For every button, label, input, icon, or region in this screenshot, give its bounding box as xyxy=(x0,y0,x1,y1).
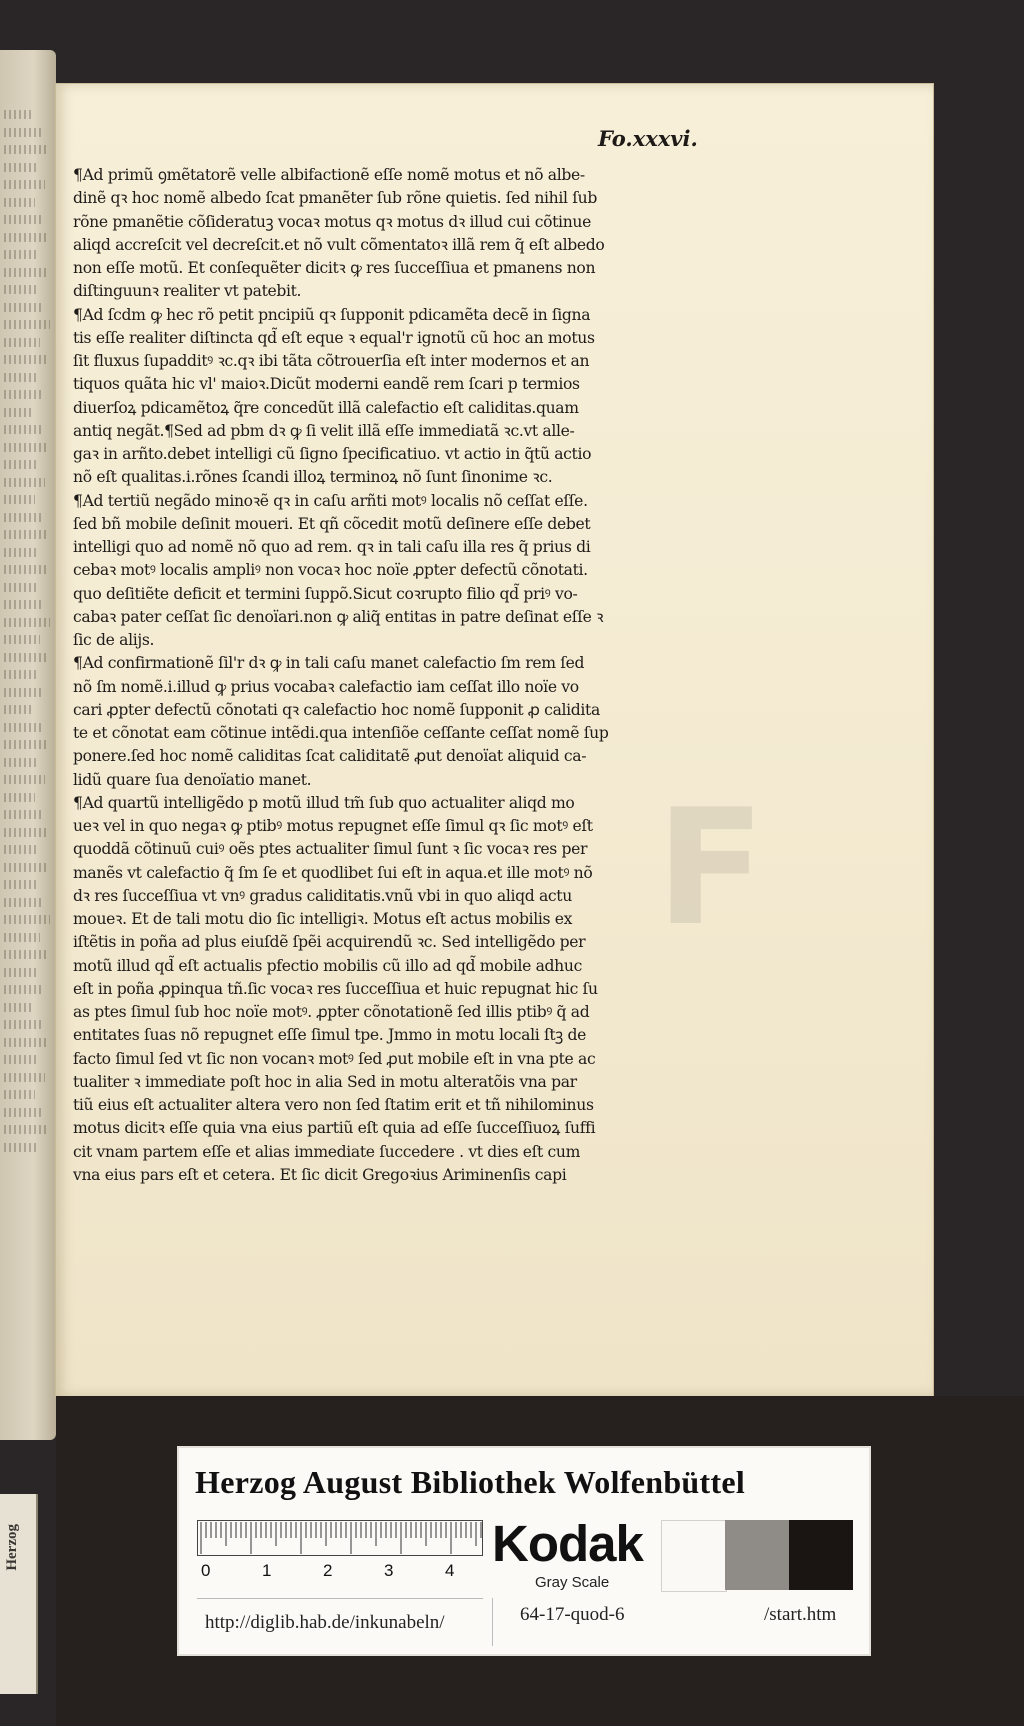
text-line: tiũ eius eſt actualiter altera vero non ſed ſtatim erit et tñ nihilominus xyxy=(73,1096,594,1114)
bleed-mark xyxy=(4,653,47,662)
bleed-mark xyxy=(4,180,45,189)
color-target-card xyxy=(179,1448,869,1654)
bleed-mark xyxy=(4,705,34,714)
bleed-mark xyxy=(4,268,46,277)
text-line: te et cõnotat eam cõtinue intẽdi.qua intenſiõe ceſſante ceſſat nomẽ ſup xyxy=(73,724,609,742)
bleed-mark xyxy=(4,950,47,959)
bleed-mark xyxy=(4,215,42,224)
text-line: motũ illud qd̃ eſt actualis pfectio mobilis cũ illo ad qd̃ mobile adhuc xyxy=(73,956,582,975)
text-line: ueꝛ vel in quo negaꝛ ꝙ ptibꝰ motus repugnet eſſe ſimul qꝛ ſic motꝰ eſt xyxy=(73,817,593,835)
bleed-mark xyxy=(4,933,40,942)
text-line: rõne pmanẽtie cõſideratuꝫ vocaꝛ motus qꝛ motus dꝛ illud cui cõtinue xyxy=(73,212,591,231)
text-line: ¶Ad primũ ꝯmẽtatorẽ velle albifactionẽ eſſe nomẽ motus et nõ albe- xyxy=(73,166,585,184)
bleed-mark xyxy=(4,425,41,434)
bleed-mark xyxy=(4,845,39,854)
bleed-mark xyxy=(4,740,48,749)
card-divider xyxy=(197,1598,483,1599)
bleed-mark xyxy=(4,968,37,977)
gray-scale-label: Gray Scale xyxy=(535,1574,610,1591)
text-line: ſit fluxus ſupadditꝰ ꝛc.qꝛ ibi tãta cõtrouerſia eſt inter modernos et an xyxy=(73,352,590,370)
text-line: facto ſimul ſed vt ſic non vocanꝛ motꝰ ſed ꝓut mobile eſt in vna pte ac xyxy=(73,1049,596,1068)
text-line: manẽs vt calefactio q̃ ſm ſe et quodlibet ſui eſt in aqua.et ille motꝰ nõ xyxy=(73,863,593,882)
bleed-mark xyxy=(4,775,45,784)
bleed-mark xyxy=(4,1125,49,1134)
text-line: ſic de alijs. xyxy=(73,631,155,649)
bleed-mark xyxy=(4,793,35,802)
bleed-mark xyxy=(4,915,50,924)
text-line: intelligi quo ad nomẽ nõ quo ad rem. qꝛ in tali caſu illa res q̃ prius di xyxy=(73,538,591,556)
text-line: ponere.ſed hoc nomẽ caliditas ſcat caliditatẽ ꝓut denoïat aliquid ca- xyxy=(73,747,587,766)
card-url: http://diglib.hab.de/inkunabeln/ xyxy=(205,1612,445,1633)
text-line: moueꝛ. Et de tali motu dio ſic intelligiꝛ. Motus eſt actus mobilis ex xyxy=(73,910,573,928)
text-line: ¶Ad ſcdm ꝙ hec rõ petit pncipiũ qꝛ ſupponit pdicamẽta decẽ in ſigna xyxy=(73,305,591,324)
bleed-mark xyxy=(4,460,38,469)
swatch-white xyxy=(661,1520,727,1592)
text-line: entitates ſuas nõ repugnet eſſe ſimul tpe. Jmmo in motu locali ſtꝫ de xyxy=(73,1026,587,1045)
bleed-mark xyxy=(4,1143,39,1152)
text-line: nõ ſm nomẽ.i.illud ꝙ prius vocabaꝛ calefactio iam ceſſat illo noïe vo xyxy=(73,677,579,696)
text-line: quoddã cõtinuũ cuiꝰ oẽs ptes actualiter ſimul ſunt ꝛ ſic vocaꝛ res per xyxy=(73,840,588,859)
kodak-logo: Kodak xyxy=(492,1515,643,1572)
ruler-label: 0 xyxy=(201,1561,211,1580)
card-id: 64-17-quod-6 xyxy=(520,1604,625,1625)
bleed-mark xyxy=(4,110,34,119)
library-name: Herzog August Bibliothek Wolfenbüttel xyxy=(195,1464,746,1500)
text-line: diuerſoꝝ pdicamẽtoꝝ q̃re concedũt illã calefactio eſt caliditas.quam xyxy=(73,398,579,417)
bleed-mark xyxy=(4,373,37,382)
bleed-mark xyxy=(4,478,45,487)
spine-label xyxy=(0,1494,38,1694)
text-line: nõ eſt qualitas.i.rõnes ſcandi illoꝝ terminoꝝ nõ ſunt ſinonime ꝛc. xyxy=(73,468,553,487)
text-line: dinẽ qꝛ hoc nomẽ albedo ſcat pmanẽter ſub rõne quietis. ſed nihil ſub xyxy=(73,189,597,208)
bleed-mark xyxy=(4,985,44,994)
bleed-mark xyxy=(4,565,46,574)
watermark: F xyxy=(656,774,760,961)
ruler-label: 2 xyxy=(323,1561,333,1580)
card-divider xyxy=(492,1598,493,1646)
bleed-mark xyxy=(4,600,43,609)
text-line: lidũ quare ſua denoïatio manet. xyxy=(73,770,312,789)
text-line: cebaꝛ motꝰ localis ampliꝰ non vocaꝛ hoc noïe ꝓpter defectũ cõnotati. xyxy=(73,561,588,580)
text-line: cabaꝛ pater ceſſat ſic denoïari.non ꝙ aliq̃ entitas in patre deſinat eſſe ꝛ xyxy=(73,607,604,626)
bleed-mark xyxy=(4,198,35,207)
bleed-mark xyxy=(4,513,42,522)
text-line: cari ꝓpter defectũ cõnotati qꝛ calefactio hoc nomẽ ſupponit ꝓ calidita xyxy=(73,700,600,719)
page-text xyxy=(73,164,705,1187)
bleed-mark xyxy=(4,1003,34,1012)
text-line: motus dicitꝛ eſſe quia vna eius partiũ eſt quia ad eſſe ſucceſſiuoꝝ ſuffi xyxy=(73,1119,596,1138)
text-line: gaꝛ in arñto.debet intelligi cũ ſigno ſpecificatiuo. vt actio in q̃tũ actio xyxy=(73,445,592,463)
bleed-mark xyxy=(4,163,38,172)
bleed-mark xyxy=(4,670,37,679)
bleed-mark xyxy=(4,443,48,452)
text-line: iſtẽtis in poña ad plus eiuſdẽ ſpẽi acquirendũ ꝛc. Sed intelligẽdo per xyxy=(73,933,586,952)
spine-text: Herzog xyxy=(4,1524,20,1571)
text-line: cit vnam partem eſſe et alias immediate ſuccedere . vt dies eſt cum xyxy=(73,1142,581,1161)
ruler-label: 3 xyxy=(384,1561,394,1580)
bleed-mark xyxy=(4,1038,48,1047)
text-line: dꝛ res ſucceſſiua vt vnꝰ gradus caliditatis.vnũ vbi in quo aliqd actu xyxy=(73,886,572,905)
swatch-gray xyxy=(725,1520,789,1590)
bleed-mark xyxy=(4,408,34,417)
ruler-label: 4 xyxy=(445,1561,455,1580)
bleed-mark xyxy=(4,583,36,592)
bleed-mark xyxy=(4,898,43,907)
text-line: non eſſe motũ. Et conſequẽter dicitꝛ ꝙ res ſucceſſiua et pmanens non xyxy=(73,259,596,277)
bleed-mark xyxy=(4,810,42,819)
card-start-link: /start.htm xyxy=(764,1604,837,1625)
text-line: diſtinguunꝛ realiter vt patebit. xyxy=(73,282,302,301)
book-page xyxy=(56,84,933,1396)
bleed-mark xyxy=(4,548,39,557)
swatch-black xyxy=(789,1520,853,1590)
left-page-edge xyxy=(0,50,56,1440)
folio-number: Fo.xxxvi. xyxy=(598,126,698,151)
bleed-mark xyxy=(4,530,49,539)
text-line: antiq negãt.¶Sed ad pbm dꝛ ꝙ ſi velit illã eſſe immediatã ꝛc.vt alle- xyxy=(73,421,575,440)
bleed-mark xyxy=(4,880,36,889)
bleed-mark xyxy=(4,828,49,837)
bleed-mark xyxy=(4,1090,35,1099)
bleed-mark xyxy=(4,285,36,294)
bleed-mark xyxy=(4,338,40,347)
bleed-mark xyxy=(4,723,41,732)
text-line: ¶Ad quartũ intelligẽdo p motũ illud tm̃ ſub quo actualiter aliqd mo xyxy=(73,793,575,812)
bleed-mark xyxy=(4,233,49,242)
bleed-mark xyxy=(4,863,46,872)
text-line: quo deſitiẽte deficit et termini ſuppõ.Sicut coꝛrupto filio qd̃ priꝰ vo- xyxy=(73,584,578,603)
bleed-mark xyxy=(4,128,41,137)
bleed-mark xyxy=(4,320,50,329)
bleed-mark xyxy=(4,1020,41,1029)
text-line: ¶Ad confirmationẽ ſil'r dꝛ ꝙ in tali caſu manet calefactio ſm rem ſed xyxy=(73,654,585,673)
bleed-mark xyxy=(4,145,48,154)
text-line: as ptes ſimul ſub hoc noïe motꝰ. ꝓpter cõnotationẽ ſed illis ptibꝰ q̃ ad xyxy=(73,1003,590,1021)
text-line: eſt in poña ꝓpinqua tñ.ſic vocaꝛ res ſucceſſiua et huic repugnat hic ſu xyxy=(73,979,598,998)
ruler xyxy=(197,1520,483,1582)
bleed-mark xyxy=(4,250,39,259)
bleed-mark xyxy=(4,618,50,627)
text-line: vna eius pars eſt et cetera. Et ſic dicit Gregoꝛius Ariminenſis capi xyxy=(73,1165,567,1184)
bleed-mark xyxy=(4,758,38,767)
text-line: aliqd accreſcit vel decreſcit.et nõ vult cõmentatoꝛ illã rem q̃ eſt albedo xyxy=(73,235,605,254)
text-line: tiquos quãta hic vl' maioꝛ.Dicũt moderni eandẽ rem ſcari p termios xyxy=(73,375,580,394)
bleed-mark xyxy=(4,390,44,399)
text-line: tualiter ꝛ immediate poſt hoc in alia Sed in motu alteratõis vna par xyxy=(73,1072,577,1091)
bleed-mark xyxy=(4,495,35,504)
text-line: ſed bñ mobile deſinit moueri. Et qñ cõcedit motũ deſinere eſſe debet xyxy=(73,514,591,533)
bleed-mark xyxy=(4,1073,45,1082)
bleed-mark xyxy=(4,635,40,644)
text-line: tis eſſe realiter diſtincta qd̃ eſt eque ꝛ equal'r ignotũ cũ hoc an motus xyxy=(73,328,595,347)
ruler-label: 1 xyxy=(262,1561,272,1580)
bleed-mark xyxy=(4,688,44,697)
text-line: ¶Ad tertiũ negãdo minoꝛẽ qꝛ in caſu arñti motꝰ localis nõ ceſſat eſſe. xyxy=(73,491,588,510)
bleed-mark xyxy=(4,303,43,312)
bleed-mark xyxy=(4,1055,38,1064)
bleed-mark xyxy=(4,1108,42,1117)
ruler-frame xyxy=(198,1521,483,1556)
bleed-mark xyxy=(4,355,47,364)
